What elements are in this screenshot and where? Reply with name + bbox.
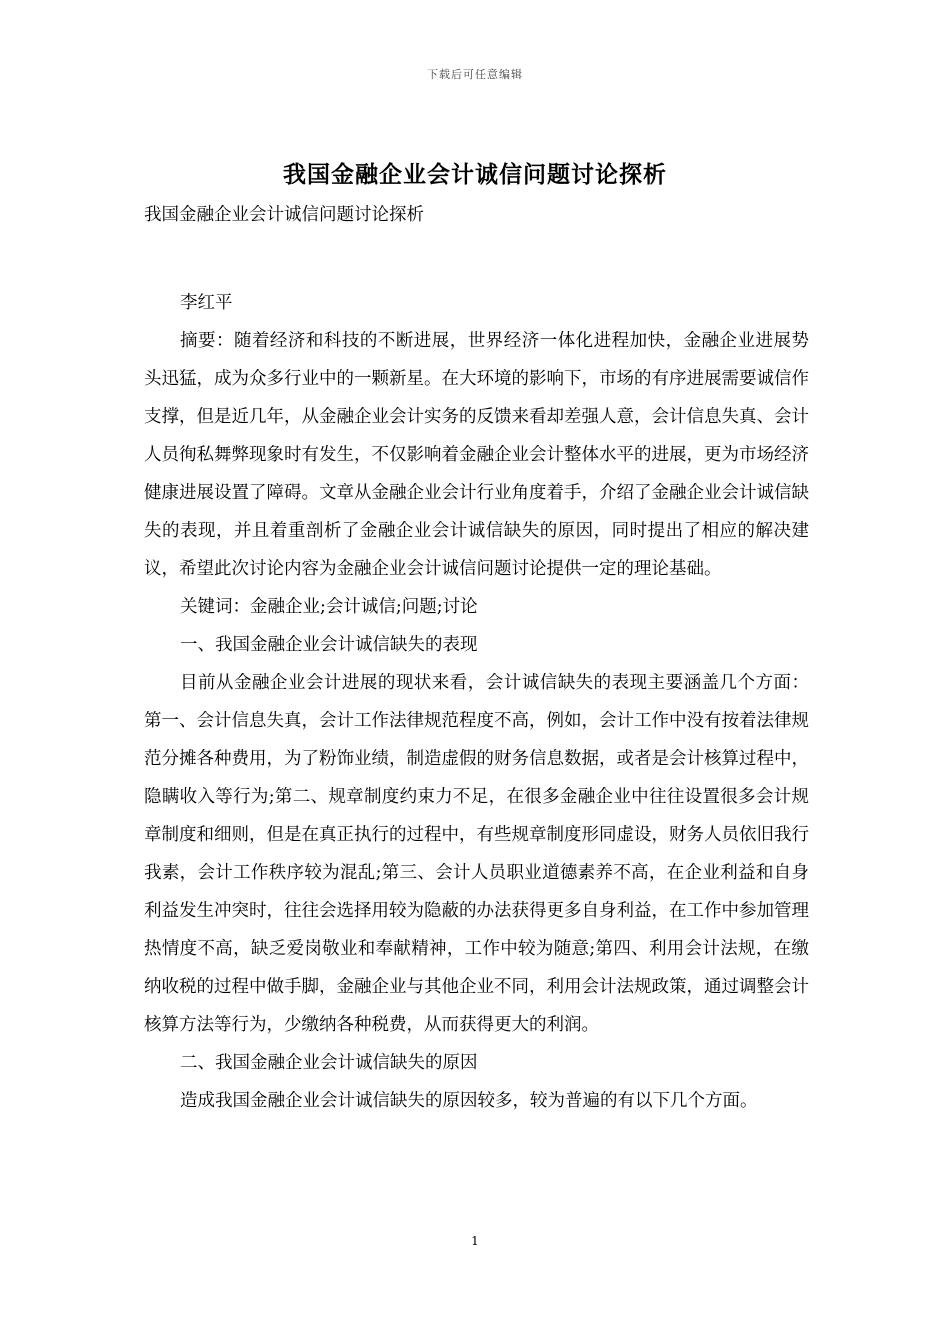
abstract-paragraph: 摘要：随着经济和科技的不断进展，世界经济一体化进程加快，金融企业进展势头迅猛，成为众多行业中的一颗新星。在大环境的影响下，市场的有序进展需要诚信作支撑，但是近几年，从金融企业会计实务的反馈来看却差强人意，会计信息失真、会计人员徇私舞弊现象时有发生，不仅影响着金融企业会计整体水平的进展，更为市场经济健康进展设置了障碍。文章从金融企业会计行业角度着手，介绍了金融企业会计诚信缺失的表现，并且着重剖析了金融企业会计诚信缺失的原因，同时提出了相应的解决建议，希望此次讨论内容为金融企业会计诚信问题讨论提供一定的理论基础。 bbox=[144, 331, 809, 579]
author-name: 李红平 bbox=[180, 293, 233, 313]
document-body bbox=[144, 196, 809, 1120]
section-1-paragraph: 目前从金融企业会计进展的现状来看，会计诚信缺失的表现主要涵盖几个方面：第一、会计信息失真，会计工作法律规范程度不高，例如，会计工作中没有按着法律规范分摊各种费用，为了粉饰业绩，制造虚假的财务信息数据，或者是会计核算过程中，隐瞒收入等行为;第二、规章制度约束力不足，在很多金融企业中往往设置很多会计规章制度和细则，但是在真正执行的过程中，有些规章制度形同虚设，财务人员依旧我行我素，会计工作秩序较为混乱;第三、会计人员职业道德素养不高，在企业利益和自身利益发生冲突时，往往会选择用较为隐蔽的办法获得更多自身利益，在工作中参加管理热情度不高，缺乏爱岗敬业和奉献精神，工作中较为随意;第四、利用会计法规，在缴纳收税的过程中做手脚，金融企业与其他企业不同，利用会计法规政策，通过调整会计核算方法等行为，少缴纳各种税费，从而获得更大的利润。 bbox=[144, 673, 809, 1035]
page-header-note: 下载后可任意编辑 bbox=[427, 68, 523, 81]
page-number: 1 bbox=[471, 1234, 479, 1248]
section-2-paragraph: 造成我国金融企业会计诚信缺失的原因较多，较为普遍的有以下几个方面。 bbox=[180, 1091, 758, 1111]
keywords-line: 关键词：金融企业;会计诚信;问题;讨论 bbox=[180, 597, 478, 617]
document-title: 我国金融企业会计诚信问题讨论探析 bbox=[283, 161, 667, 188]
section-1-heading: 一、我国金融企业会计诚信缺失的表现 bbox=[180, 635, 478, 655]
section-2-heading: 二、我国金融企业会计诚信缺失的原因 bbox=[180, 1053, 478, 1073]
document-subtitle: 我国金融企业会计诚信问题讨论探析 bbox=[144, 205, 424, 225]
